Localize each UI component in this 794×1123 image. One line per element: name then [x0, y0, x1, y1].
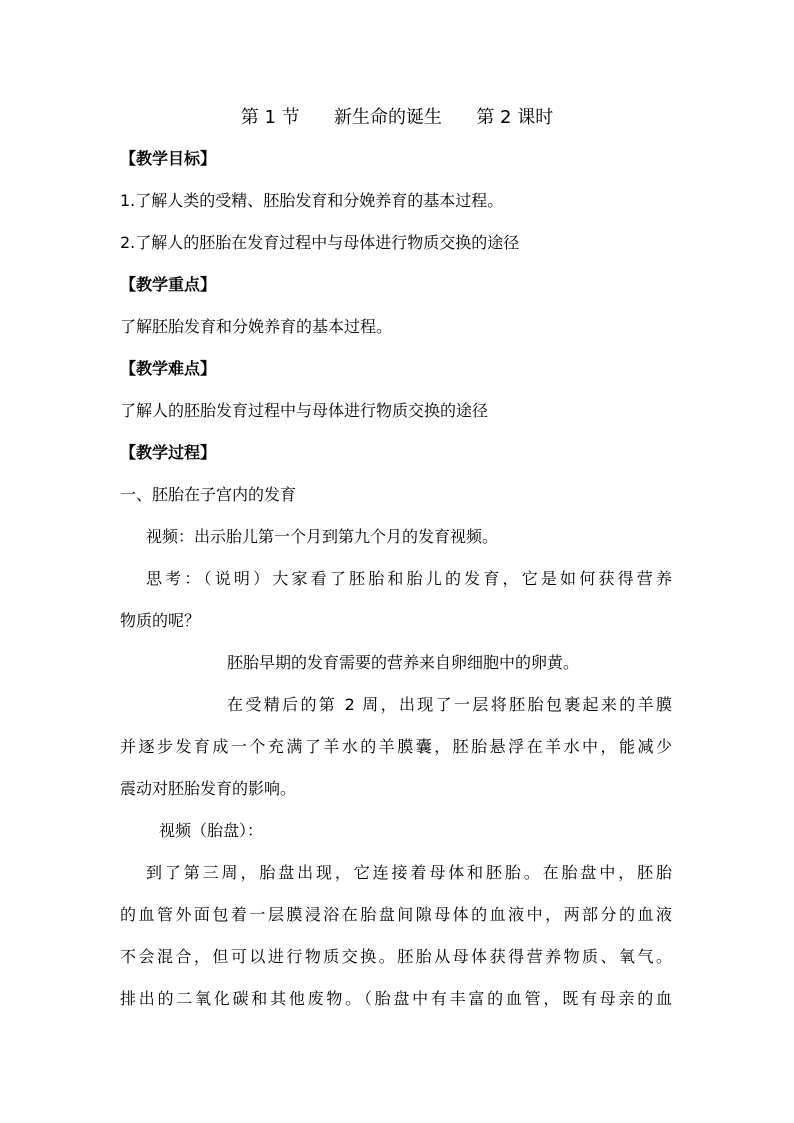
objective-2: 2.了解人的胚胎在发育过程中与母体进行物质交换的途径 [120, 233, 520, 252]
paragraph-placenta-line-3: 不会混合，但可以进行物质交换。胚胎从母体获得营养物质、氧气。 [120, 947, 672, 966]
heading-key-points: 【教学重点】 [120, 275, 217, 294]
video-note-2: 视频（胎盘）： [159, 821, 264, 840]
question-line-1: 思考：（说明）大家看了胚胎和胎儿的发育，它是如何获得营养 [146, 569, 672, 588]
paragraph-placenta-line-1: 到了第三周，胎盘出现，它连接着母体和胚胎。在胎盘中，胚胎 [146, 863, 672, 882]
difficulty-text: 了解人的胚胎发育过程中与母体进行物质交换的途径 [120, 401, 489, 420]
video-note-1: 视频：出示胎儿第一个月到第九个月的发育视频。 [146, 527, 499, 546]
heading-difficulties: 【教学难点】 [120, 359, 217, 378]
paragraph-amnion-line-3: 震动对胚胎发育的影响。 [120, 779, 297, 798]
objective-1: 1.了解人类的受精、胚胎发育和分娩养育的基本过程。 [120, 191, 504, 210]
paragraph-yolk: 胚胎早期的发育需要的营养来自卵细胞中的卵黄。 [227, 653, 580, 672]
section-heading-1: 一、胚胎在子宫内的发育 [120, 485, 297, 504]
paragraph-amnion-line-2: 并逐步发育成一个充满了羊水的羊膜囊，胚胎悬浮在羊水中，能减少 [120, 737, 672, 756]
key-point-text: 了解胚胎发育和分娩养育的基本过程。 [120, 317, 393, 336]
heading-objectives: 【教学目标】 [120, 149, 217, 168]
paragraph-placenta-line-4: 排出的二氧化碳和其他废物。（胎盘中有丰富的血管，既有母亲的血 [120, 989, 672, 1008]
paragraph-placenta-line-2: 的血管外面包着一层膜浸浴在胎盘间隙母体的血液中，两部分的血液 [120, 905, 672, 924]
page-title: 第 1 节 新生命的诞生 第 2 课时 [240, 107, 554, 128]
paragraph-amnion-line-1: 在受精后的第 2 周，出现了一层将胚胎包裹起来的羊膜 [227, 695, 672, 714]
heading-process: 【教学过程】 [120, 443, 217, 462]
question-line-2: 物质的呢？ [120, 611, 201, 630]
